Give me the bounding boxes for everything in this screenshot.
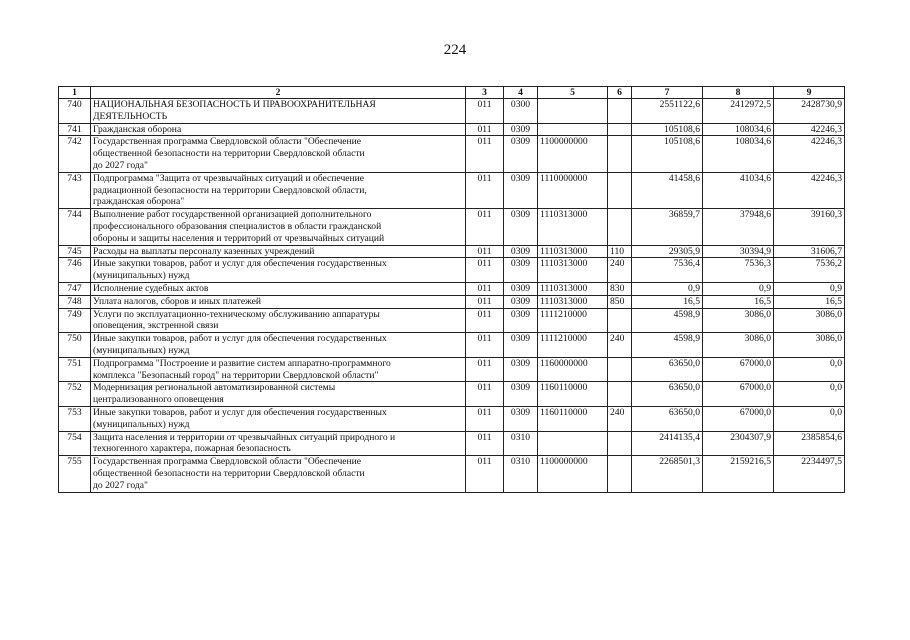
expense-type-cell xyxy=(608,123,632,136)
column-header: 4 xyxy=(504,87,538,99)
ministry-code-cell: 011 xyxy=(466,406,504,431)
row-name-cell: Выполнение работ государственной организацией дополнительного профессионального образования специалистов в области гражданской обороны и защиты населения и территорий от чрезвычайных ситуаций xyxy=(91,209,466,245)
target-article-cell: 1100000000 xyxy=(538,456,608,492)
target-article-cell: 1160000000 xyxy=(538,357,608,382)
expense-type-cell xyxy=(608,172,632,208)
table-row xyxy=(59,258,845,283)
amount-cell-col9: 7536,2 xyxy=(774,258,845,283)
amount-cell-col9: 3086,0 xyxy=(774,333,845,358)
table-row xyxy=(59,245,845,258)
expense-type-cell xyxy=(608,431,632,456)
expense-type-cell: 830 xyxy=(608,282,632,295)
row-name-cell: Защита населения и территории от чрезвычайных ситуаций природного и техногенного характера, пожарная безопасность xyxy=(91,431,466,456)
amount-cell-col8: 3086,0 xyxy=(703,333,774,358)
ministry-code-cell: 011 xyxy=(466,308,504,333)
page-number: 224 xyxy=(443,42,467,58)
amount-cell-col8: 67000,0 xyxy=(703,406,774,431)
row-name-cell: Государственная программа Свердловской области "Обеспечение общественной безопасности на территории Свердловской области до 2027 года" xyxy=(91,136,466,172)
amount-cell-col7: 63650,0 xyxy=(632,382,703,407)
target-article-cell: 1110313000 xyxy=(538,282,608,295)
expense-type-cell: 240 xyxy=(608,258,632,283)
ministry-code-cell: 011 xyxy=(466,136,504,172)
row-number-cell: 745 xyxy=(59,245,91,258)
table-row xyxy=(59,406,845,431)
amount-cell-col9: 2428730,9 xyxy=(774,99,845,124)
section-code-cell: 0309 xyxy=(504,258,538,283)
amount-cell-col9: 31606,7 xyxy=(774,245,845,258)
row-number-cell: 749 xyxy=(59,308,91,333)
target-article-cell: 1160110000 xyxy=(538,406,608,431)
row-number-cell: 747 xyxy=(59,282,91,295)
amount-cell-col7: 7536,4 xyxy=(632,258,703,283)
amount-cell-col9: 3086,0 xyxy=(774,308,845,333)
row-number-cell: 754 xyxy=(59,431,91,456)
row-name-cell: Иные закупки товаров, работ и услуг для обеспечения государственных (муниципальных) нужд xyxy=(91,333,466,358)
row-name-cell: Уплата налогов, сборов и иных платежей xyxy=(91,295,466,308)
target-article-cell: 1111210000 xyxy=(538,308,608,333)
amount-cell-col9: 16,5 xyxy=(774,295,845,308)
expense-type-cell xyxy=(608,357,632,382)
column-header: 1 xyxy=(59,87,91,99)
table-row xyxy=(59,209,845,245)
ministry-code-cell: 011 xyxy=(466,282,504,295)
amount-cell-col7: 0,9 xyxy=(632,282,703,295)
ministry-code-cell: 011 xyxy=(466,382,504,407)
expense-type-cell xyxy=(608,456,632,492)
table-row xyxy=(59,357,845,382)
row-name-cell: Модернизация региональной автоматизированной системы централизованного оповещения xyxy=(91,382,466,407)
ministry-code-cell: 011 xyxy=(466,258,504,283)
row-name-cell: Государственная программа Свердловской области "Обеспечение общественной безопасности на территории Свердловской области до 2027 года" xyxy=(91,456,466,492)
section-code-cell: 0309 xyxy=(504,172,538,208)
row-name-cell: НАЦИОНАЛЬНАЯ БЕЗОПАСНОСТЬ И ПРАВООХРАНИТЕЛЬНАЯ ДЕЯТЕЛЬНОСТЬ xyxy=(91,99,466,124)
amount-cell-col7: 36859,7 xyxy=(632,209,703,245)
table-row xyxy=(59,172,845,208)
amount-cell-col8: 2159216,5 xyxy=(703,456,774,492)
section-code-cell: 0309 xyxy=(504,123,538,136)
section-code-cell: 0309 xyxy=(504,333,538,358)
amount-cell-col7: 16,5 xyxy=(632,295,703,308)
amount-cell-col9: 0,0 xyxy=(774,406,845,431)
ministry-code-cell: 011 xyxy=(466,295,504,308)
amount-cell-col8: 41034,6 xyxy=(703,172,774,208)
target-article-cell: 1110313000 xyxy=(538,258,608,283)
expense-type-cell: 240 xyxy=(608,406,632,431)
row-name-cell: Иные закупки товаров, работ и услуг для обеспечения государственных (муниципальных) нужд xyxy=(91,406,466,431)
section-code-cell: 0309 xyxy=(504,136,538,172)
amount-cell-col8: 67000,0 xyxy=(703,357,774,382)
table-row xyxy=(59,136,845,172)
amount-cell-col9: 42246,3 xyxy=(774,123,845,136)
amount-cell-col7: 41458,6 xyxy=(632,172,703,208)
amount-cell-col7: 4598,9 xyxy=(632,333,703,358)
row-number-cell: 755 xyxy=(59,456,91,492)
ministry-code-cell: 011 xyxy=(466,99,504,124)
amount-cell-col8: 3086,0 xyxy=(703,308,774,333)
expense-type-cell xyxy=(608,209,632,245)
table-row xyxy=(59,123,845,136)
row-name-cell: Подпрограмма "Защита от чрезвычайных ситуаций и обеспечение радиационной безопасности на территории Свердловской области, гражданская оборона" xyxy=(91,172,466,208)
amount-cell-col8: 67000,0 xyxy=(703,382,774,407)
ministry-code-cell: 011 xyxy=(466,357,504,382)
amount-cell-col8: 0,9 xyxy=(703,282,774,295)
amount-cell-col7: 105108,6 xyxy=(632,123,703,136)
target-article-cell: 1110313000 xyxy=(538,245,608,258)
section-code-cell: 0309 xyxy=(504,209,538,245)
amount-cell-col8: 30394,9 xyxy=(703,245,774,258)
ministry-code-cell: 011 xyxy=(466,209,504,245)
amount-cell-col8: 2304307,9 xyxy=(703,431,774,456)
ministry-code-cell: 011 xyxy=(466,245,504,258)
amount-cell-col9: 42246,3 xyxy=(774,172,845,208)
section-code-cell: 0309 xyxy=(504,295,538,308)
row-number-cell: 748 xyxy=(59,295,91,308)
expense-type-cell xyxy=(608,382,632,407)
table-row xyxy=(59,382,845,407)
target-article-cell: 1110313000 xyxy=(538,295,608,308)
table-row xyxy=(59,431,845,456)
section-code-cell: 0309 xyxy=(504,406,538,431)
expense-type-cell xyxy=(608,136,632,172)
row-number-cell: 751 xyxy=(59,357,91,382)
column-header: 8 xyxy=(703,87,774,99)
table-row xyxy=(59,308,845,333)
target-article-cell xyxy=(538,431,608,456)
section-code-cell: 0309 xyxy=(504,357,538,382)
target-article-cell: 1160110000 xyxy=(538,382,608,407)
ministry-code-cell: 011 xyxy=(466,456,504,492)
column-header: 9 xyxy=(774,87,845,99)
section-code-cell: 0309 xyxy=(504,245,538,258)
amount-cell-col9: 39160,3 xyxy=(774,209,845,245)
target-article-cell: 1110313000 xyxy=(538,209,608,245)
column-header: 7 xyxy=(632,87,703,99)
amount-cell-col8: 2412972,5 xyxy=(703,99,774,124)
target-article-cell: 1110000000 xyxy=(538,172,608,208)
row-name-cell: Иные закупки товаров, работ и услуг для обеспечения государственных (муниципальных) нужд xyxy=(91,258,466,283)
row-number-cell: 753 xyxy=(59,406,91,431)
target-article-cell xyxy=(538,99,608,124)
row-name-cell: Гражданская оборона xyxy=(91,123,466,136)
expense-type-cell xyxy=(608,99,632,124)
section-code-cell: 0310 xyxy=(504,431,538,456)
row-number-cell: 744 xyxy=(59,209,91,245)
amount-cell-col9: 0,0 xyxy=(774,357,845,382)
amount-cell-col7: 4598,9 xyxy=(632,308,703,333)
table-header-row xyxy=(59,87,845,99)
amount-cell-col9: 42246,3 xyxy=(774,136,845,172)
section-code-cell: 0310 xyxy=(504,456,538,492)
table-row xyxy=(59,99,845,124)
expense-type-cell xyxy=(608,308,632,333)
section-code-cell: 0309 xyxy=(504,308,538,333)
amount-cell-col7: 29305,9 xyxy=(632,245,703,258)
ministry-code-cell: 011 xyxy=(466,431,504,456)
row-name-cell: Услуги по эксплуатационно-техническому обслуживанию аппаратуры оповещения, экстренной связи xyxy=(91,308,466,333)
budget-table xyxy=(58,86,845,493)
expense-type-cell: 240 xyxy=(608,333,632,358)
amount-cell-col8: 108034,6 xyxy=(703,136,774,172)
amount-cell-col9: 2385854,6 xyxy=(774,431,845,456)
row-number-cell: 742 xyxy=(59,136,91,172)
row-number-cell: 741 xyxy=(59,123,91,136)
amount-cell-col7: 105108,6 xyxy=(632,136,703,172)
amount-cell-col7: 63650,0 xyxy=(632,406,703,431)
amount-cell-col9: 0,0 xyxy=(774,382,845,407)
table-row xyxy=(59,456,845,492)
amount-cell-col8: 7536,3 xyxy=(703,258,774,283)
section-code-cell: 0300 xyxy=(504,99,538,124)
target-article-cell xyxy=(538,123,608,136)
column-header: 3 xyxy=(466,87,504,99)
amount-cell-col7: 2268501,3 xyxy=(632,456,703,492)
section-code-cell: 0309 xyxy=(504,282,538,295)
column-header: 2 xyxy=(91,87,466,99)
row-name-cell: Исполнение судебных актов xyxy=(91,282,466,295)
row-number-cell: 746 xyxy=(59,258,91,283)
row-name-cell: Расходы на выплаты персоналу казенных учреждений xyxy=(91,245,466,258)
section-code-cell: 0309 xyxy=(504,382,538,407)
amount-cell-col9: 2234497,5 xyxy=(774,456,845,492)
target-article-cell: 1100000000 xyxy=(538,136,608,172)
row-number-cell: 752 xyxy=(59,382,91,407)
table-row xyxy=(59,282,845,295)
amount-cell-col8: 37948,6 xyxy=(703,209,774,245)
target-article-cell: 1111210000 xyxy=(538,333,608,358)
amount-cell-col7: 2551122,6 xyxy=(632,99,703,124)
amount-cell-col8: 16,5 xyxy=(703,295,774,308)
ministry-code-cell: 011 xyxy=(466,333,504,358)
ministry-code-cell: 011 xyxy=(466,123,504,136)
table-row xyxy=(59,333,845,358)
row-number-cell: 743 xyxy=(59,172,91,208)
expense-type-cell: 850 xyxy=(608,295,632,308)
column-header: 5 xyxy=(538,87,608,99)
table-body xyxy=(59,99,845,493)
row-number-cell: 750 xyxy=(59,333,91,358)
amount-cell-col7: 2414135,4 xyxy=(632,431,703,456)
expense-type-cell: 110 xyxy=(608,245,632,258)
row-name-cell: Подпрограмма "Построение и развитие систем аппаратно-программного комплекса "Безопасный город" на территории Свердловской области" xyxy=(91,357,466,382)
table-row xyxy=(59,295,845,308)
ministry-code-cell: 011 xyxy=(466,172,504,208)
amount-cell-col7: 63650,0 xyxy=(632,357,703,382)
column-header: 6 xyxy=(608,87,632,99)
row-number-cell: 740 xyxy=(59,99,91,124)
amount-cell-col8: 108034,6 xyxy=(703,123,774,136)
amount-cell-col9: 0,9 xyxy=(774,282,845,295)
